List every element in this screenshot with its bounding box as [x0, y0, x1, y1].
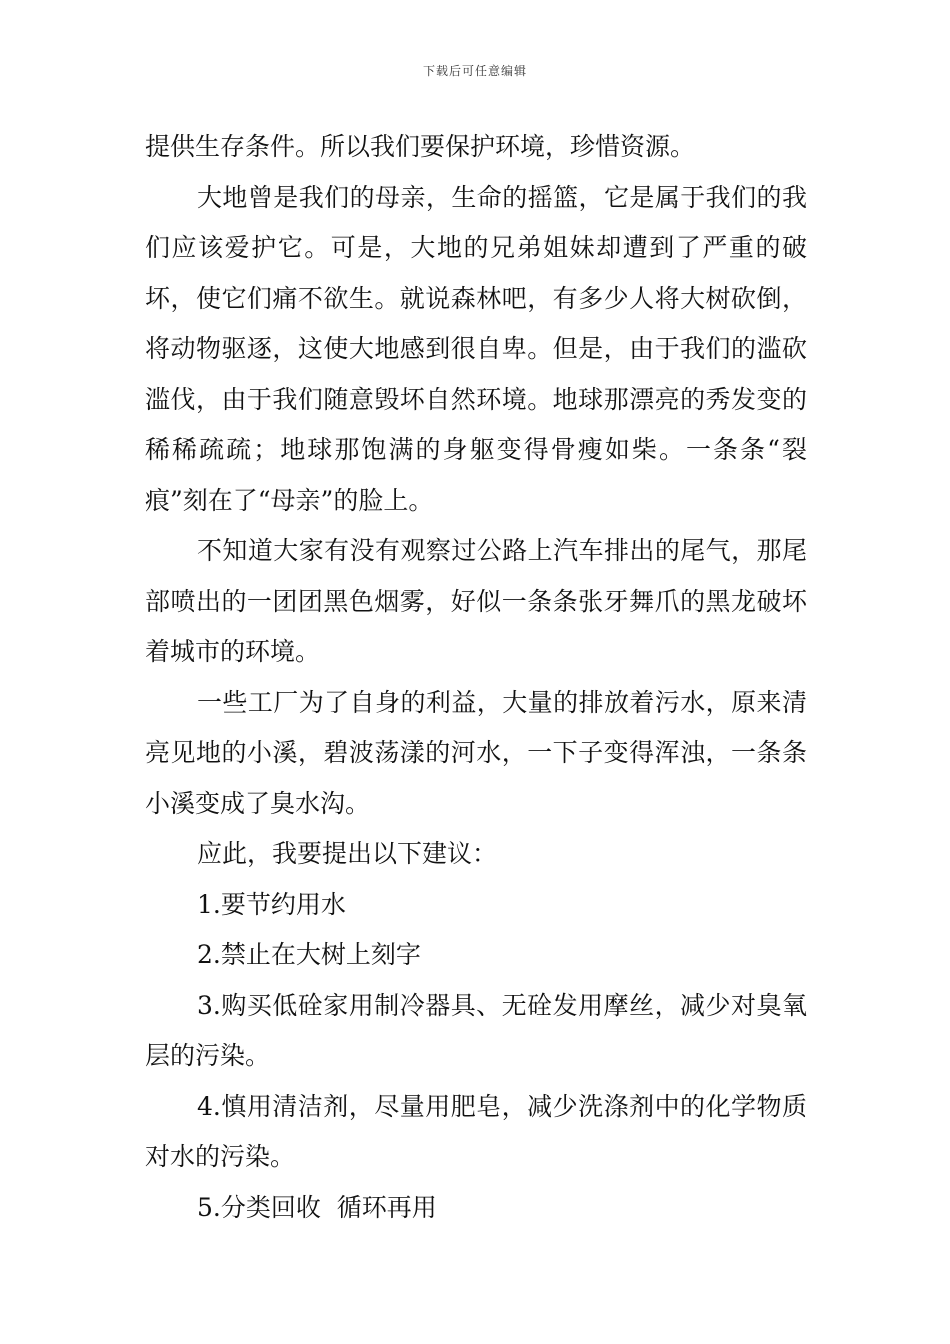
- paragraph-factory-pollution: 一些工厂为了自身的利益，大量的排放着污水，原来清亮见地的小溪，碧波荡漾的河水，一下子变得浑浊，一条条小溪变成了臭水沟。: [145, 687, 807, 818]
- suggestion-item-1: 1.要节约用水: [197, 889, 346, 919]
- paragraph-car-exhaust: 不知道大家有没有观察过公路上汽车排出的尾气，那尾部喷出的一团团黑色烟雾，好似一条条张牙舞爪的黑龙破坏着城市的环境。: [145, 536, 807, 666]
- suggestion-item-4: 4.慎用清洁剂，尽量用肥皂，减少洗涤剂中的化学物质对水的污染。: [145, 1091, 807, 1171]
- suggestion-item-3: 3.购买低硂家用制冷器具、无硂发用摩丝，减少对臭氧层的污染。: [145, 990, 807, 1070]
- paragraph-suggestions-intro: 应此，我要提出以下建议：: [197, 839, 498, 868]
- document-body: [145, 122, 807, 1233]
- suggestion-item-2: 2.禁止在大树上刻字: [197, 940, 421, 969]
- paragraph-earth-mother: 大地曾是我们的母亲，生命的摇篮，它是属于我们的我们应该爱护它。可是，大地的兄弟姐妹却遭到了严重的破坏，使它们痛不欲生。就说森林吧，有多少人将大树砍倒，将动物驱逐，这使大地感到很自卑。但是，由于我们的滥砍滥伐，由于我们随意毁坏自然环境。地球那漂亮的秀发变的稀稀疏疏；地球那饱满的身躯变得骨瘦如柴。一条条“裂痕”刻在了“母亲”的脸上。: [145, 182, 807, 515]
- paragraph-continuation: 提供生存条件。所以我们要保护环境，珍惜资源。: [145, 132, 696, 161]
- page-header: 下载后可任意编辑: [422, 64, 527, 78]
- suggestion-item-5: 5.分类回收 循环再用: [197, 1192, 437, 1222]
